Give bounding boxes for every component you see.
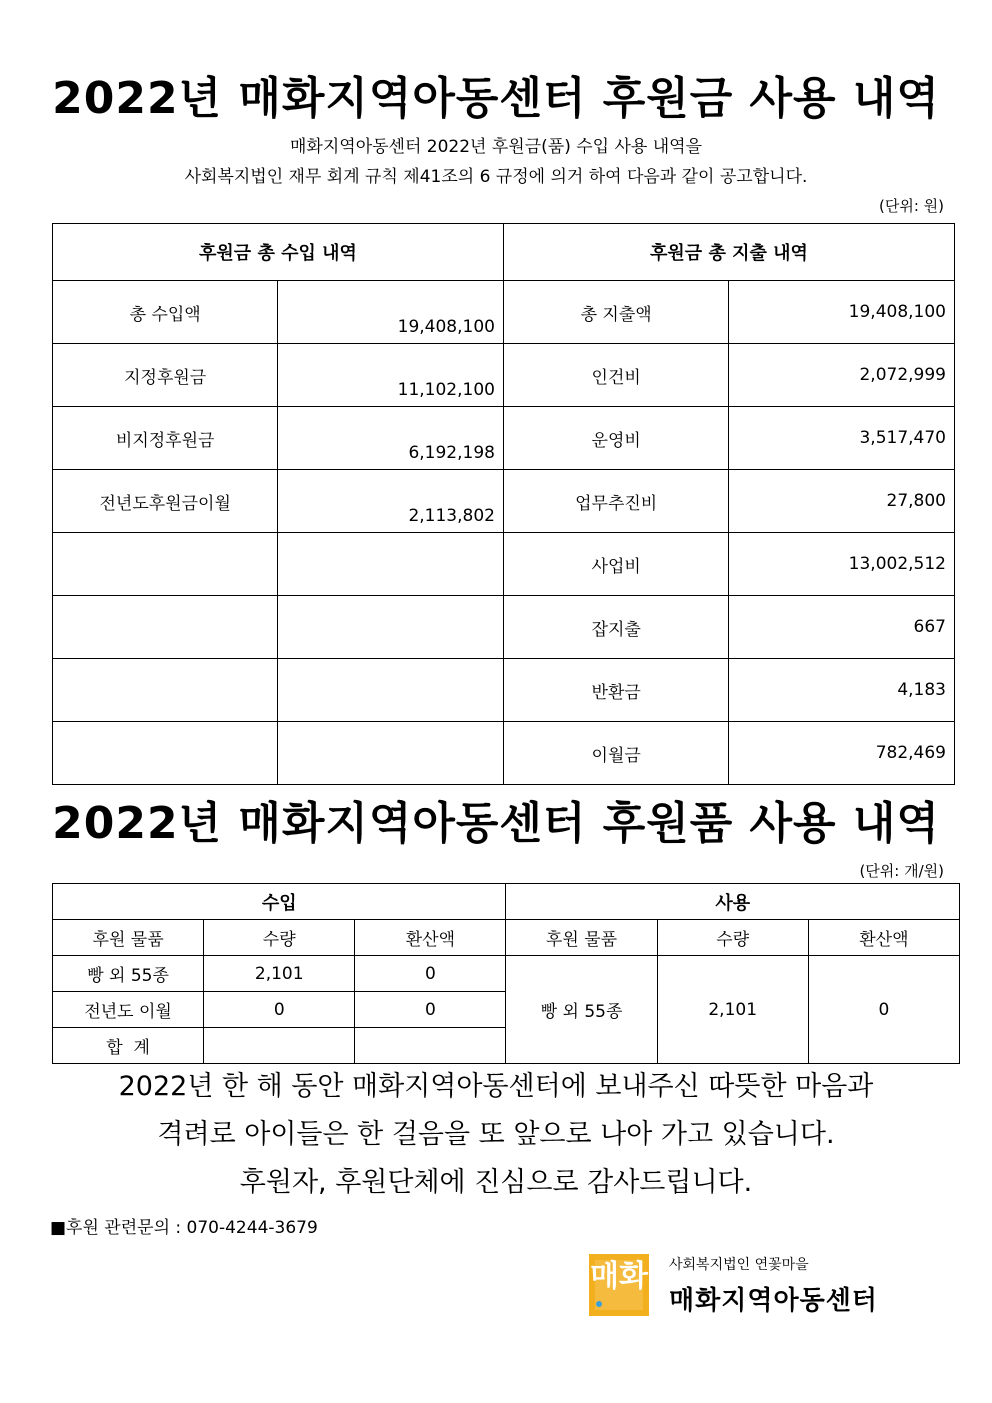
column-header-item: 후원 물품: [506, 920, 657, 956]
logo-name: 매화지역아동센터: [669, 1286, 878, 1316]
expense-label: 운영비: [503, 407, 728, 470]
expense-label: 잡지출: [503, 596, 728, 659]
intro-line-1: 매화지역아동센터 2022년 후원금(품) 수입 사용 내역을: [290, 137, 702, 157]
goods-income-value: [355, 1028, 506, 1064]
goods-usage-value: 0: [808, 956, 959, 1064]
goods-usage-item: 빵 외 55종: [506, 956, 657, 1064]
table-row: [53, 659, 955, 722]
table-row: [53, 470, 955, 533]
expense-label: 이월금: [503, 722, 728, 785]
income-label: 비지정후원금: [53, 407, 278, 470]
goods-usage-qty: 2,101: [657, 956, 808, 1064]
intro-line-2: 사회복지법인 재무 회계 규칙 제41조의 6 규정에 의거 하여 다음과 같이 공고합니다.: [184, 167, 808, 187]
expense-label: 사업비: [503, 533, 728, 596]
expense-amount: 27,800: [729, 470, 955, 533]
income-amount: 19,408,100: [278, 281, 504, 344]
income-label: [53, 596, 278, 659]
expense-label: 인건비: [503, 344, 728, 407]
expense-amount: 782,469: [729, 722, 955, 785]
goods-income-qty: 2,101: [204, 956, 355, 992]
page-title-funds: 2022년 매화지역아동센터 후원금 사용 내역: [52, 73, 940, 124]
page-title-goods: 2022년 매화지역아동센터 후원품 사용 내역: [52, 798, 940, 849]
goods-income-item: 빵 외 55종: [53, 956, 204, 992]
expense-amount: 2,072,999: [729, 344, 955, 407]
income-label: 지정후원금: [53, 344, 278, 407]
expense-label: 반환금: [503, 659, 728, 722]
expense-label: 업무추진비: [503, 470, 728, 533]
unit-label-goods: (단위: 개/원): [859, 862, 944, 880]
income-amount: [278, 533, 504, 596]
expense-header: 후원금 총 지출 내역: [503, 224, 954, 281]
income-label: [53, 722, 278, 785]
closing-line-1: 2022년 한 해 동안 매화지역아동센터에 보내주신 따뜻한 마음과: [118, 1071, 874, 1102]
goods-table: [52, 883, 960, 1064]
income-label: 전년도후원금이월: [53, 470, 278, 533]
income-amount: [278, 722, 504, 785]
logo-subtitle: 사회복지법인 연꽃마을: [669, 1257, 809, 1273]
income-amount: 2,113,802: [278, 470, 504, 533]
unit-label-funds: (단위: 원): [879, 197, 944, 215]
expense-amount: 3,517,470: [729, 407, 955, 470]
goods-group-header-row: [53, 884, 960, 920]
table-row: [53, 281, 955, 344]
closing-line-3: 후원자, 후원단체에 진심으로 감사드립니다.: [239, 1167, 753, 1198]
goods-income-qty: 0: [204, 992, 355, 1028]
table-row: [53, 596, 955, 659]
column-header-value: 환산액: [355, 920, 506, 956]
income-label: 총 수입액: [53, 281, 278, 344]
goods-income-value: 0: [355, 992, 506, 1028]
logo-mark-icon: [585, 1240, 657, 1320]
closing-line-2: 격려로 아이들은 한 걸음을 또 앞으로 나아 가고 있습니다.: [157, 1119, 835, 1150]
table-row: [53, 533, 955, 596]
income-label: [53, 659, 278, 722]
goods-income-qty: [204, 1028, 355, 1064]
expense-amount: 667: [729, 596, 955, 659]
income-label: [53, 533, 278, 596]
table-row: [53, 956, 960, 992]
goods-column-header-row: [53, 920, 960, 956]
income-amount: 6,192,198: [278, 407, 504, 470]
funds-table: [52, 223, 955, 785]
expense-amount: 13,002,512: [729, 533, 955, 596]
table-row: [53, 344, 955, 407]
organization-logo: [585, 1240, 925, 1325]
goods-income-item: 전년도 이월: [53, 992, 204, 1028]
column-header-qty: 수량: [657, 920, 808, 956]
table-row: [53, 407, 955, 470]
goods-total-label: 합 계: [53, 1028, 204, 1064]
expense-label: 총 지출액: [503, 281, 728, 344]
closing-message: [0, 1063, 992, 1207]
table-row: [53, 722, 955, 785]
income-header: 후원금 총 수입 내역: [53, 224, 504, 281]
expense-amount: 4,183: [729, 659, 955, 722]
goods-income-header: 수입: [53, 884, 506, 920]
funds-header-row: [53, 224, 955, 281]
goods-usage-header: 사용: [506, 884, 960, 920]
income-amount: [278, 659, 504, 722]
column-header-qty: 수량: [204, 920, 355, 956]
income-amount: [278, 596, 504, 659]
column-header-value: 환산액: [808, 920, 959, 956]
goods-income-value: 0: [355, 956, 506, 992]
column-header-item: 후원 물품: [53, 920, 204, 956]
logo-mark-text: 매화: [590, 1259, 648, 1294]
income-amount: 11,102,100: [278, 344, 504, 407]
contact-info: ■후원 관련문의 : 070-4244-3679: [50, 1218, 318, 1238]
expense-amount: 19,408,100: [729, 281, 955, 344]
